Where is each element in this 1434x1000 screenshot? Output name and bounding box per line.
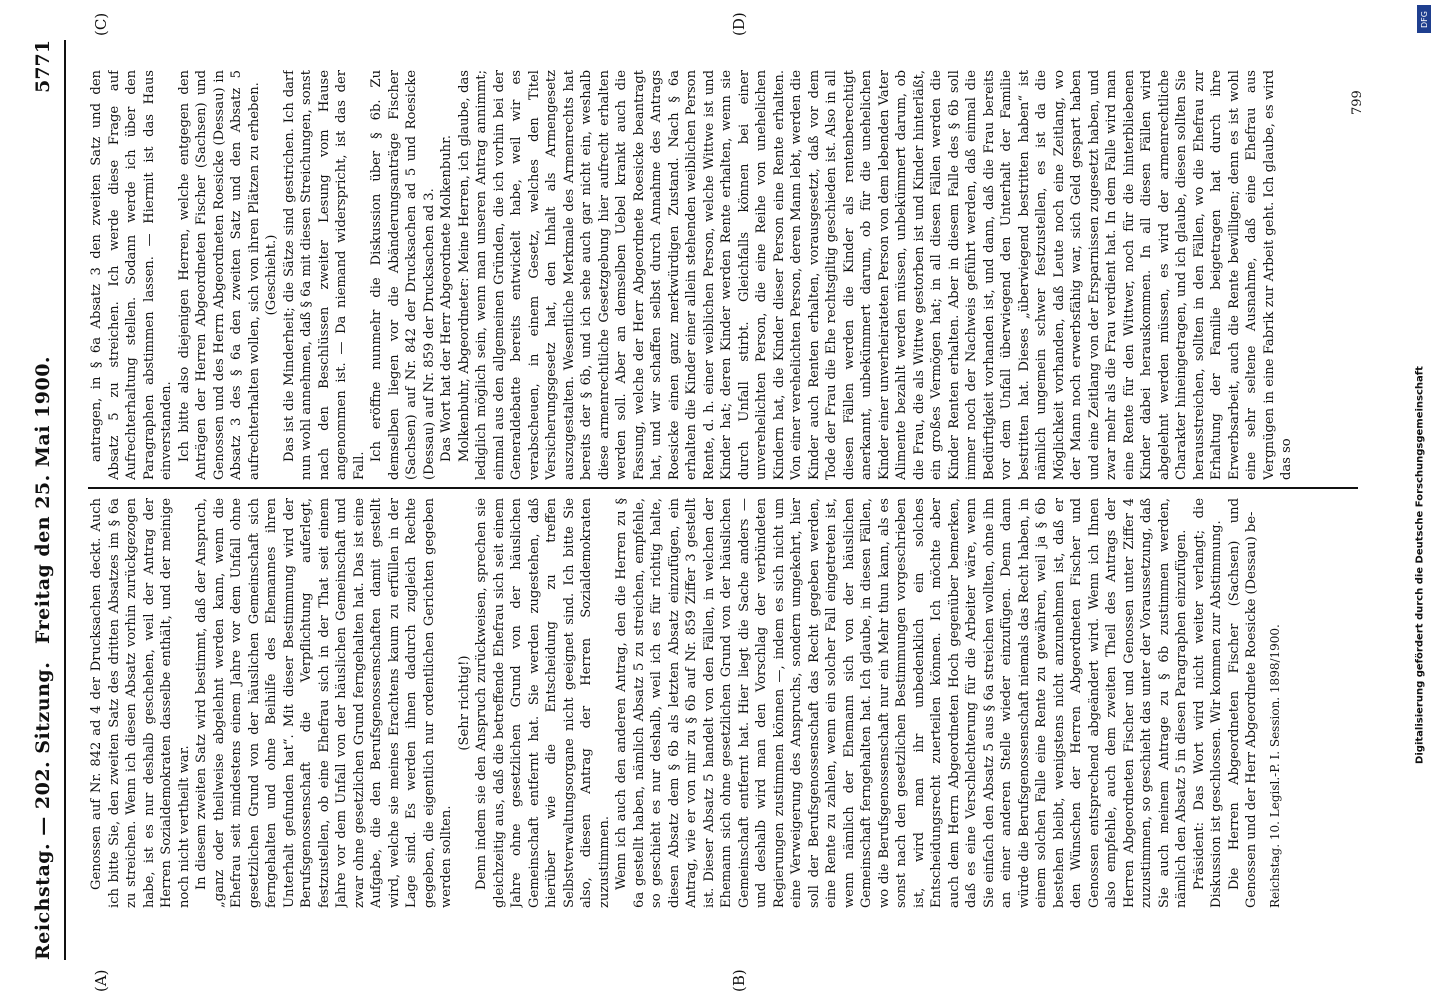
funding-notice: Digitalisierung gefördert durch die Deutsche Forschungsgemeinschaft <box>1414 366 1426 764</box>
margin-marker-a: (A) <box>92 969 110 992</box>
header-date: Freitag den 25. Mai 1900. <box>32 355 54 645</box>
header-session: Reichstag. — 202. Sitzung. <box>32 661 54 960</box>
paragraph: Genossen auf Nr. 842 ad 4 der Drucksachen deckt. Auch ich bitte Sie, den zweiten Satz des dritten Absatzes im § 6a zu streichen. Wenn ich diesen Absatz vorhin zurückgezogen habe, ist es nur deshalb geschehen, weil der Antrag der Herren Sozialdemokraten dasselbe enthält, und der meinige noch nicht vertheilt war. <box>89 498 192 908</box>
margin-marker-b: (B) <box>730 969 748 992</box>
right-column <box>88 70 1358 480</box>
paragraph: Das Wort hat der Herr Abgeordnete Molkenbuhr. <box>439 134 454 462</box>
dfg-logo-icon <box>1417 5 1431 33</box>
paragraph: Das ist die Minderheit; die Sätze sind gestrichen. Ich darf nun wohl annehmen, daß § 6a mit diesen Streichungen, sonst nach den Beschlüssen zweiter Lesung vom Hause angenommen ist. — Da niemand widerspricht, ist das der Fall. <box>281 70 367 480</box>
page-number: 5771 <box>32 40 54 93</box>
paragraph: Ich eröffne nunmehr die Diskussion über § 6b. Zu demselben liegen vor die Abänderungsanträge Fischer (Sachsen) auf Nr. 842 der Drucksachen ad 5 und Roesicke (Dessau) auf Nr. 859 der Drucksachen ad 3. <box>369 70 437 480</box>
page-header <box>22 40 66 960</box>
paragraph: antragen, in § 6a Absatz 3 den zweiten Satz und den Absatz 5 zu streichen. Ich werde diese Frage auf Aufrechterhaltung stellen. Sodann werde ich über den Paragraphen abstimmen lassen. — Hiermit ist das Haus einverstanden. <box>89 70 174 480</box>
folio-number: 799 <box>1350 90 1365 115</box>
funding-stamp <box>1406 0 1434 1000</box>
header-rule <box>64 40 66 960</box>
paragraph: Ich bitte also diejenigen Herren, welche entgegen den Anträgen der Herren Abgeordneten Fischer (Sachsen) und Genossen und des Herrn Abgeordneten Roesicke (Dessau) in Absatz 3 des § 6a den zweiten Satz und den Absatz 5 aufrechterhalten wollen, sich von ihren Plätzen zu erheben. <box>176 70 262 480</box>
left-column <box>88 498 1358 908</box>
paragraph: Präsident: Das Wort wird nicht weiter verlangt; die Diskussion ist geschlossen. Wir kommen zur Abstimmung. <box>1191 498 1224 908</box>
margin-marker-c: (C) <box>92 12 110 36</box>
paragraph: Denn indem sie den Anspruch zurückweisen, sprechen sie gleichzeitig aus, daß die betreffende Ehefrau sich seit einem Jahre ohne gesetzlichen Grund von der häuslichen Gemeinschaft entfernt hat. Sie werden zugestehen, daß hierüber wie die Entscheidung zu treffen Selbstverwaltungsorgane nicht geeignet sind. Ich bitte Sie also, diesen Antrag der Herren Sozialdemokraten zuzustimmen. <box>474 498 612 908</box>
paragraph: In diesem zweiten Satz wird bestimmt, daß der Anspruch, „ganz oder theilweise abgelehnt werden kann, wenn die Ehefrau seit mindestens einem Jahre vor dem Unfall ohne gesetzlichen Grund von der häuslichen Gemeinschaft sich ferngehalten und ohne Beihilfe des Ehemannes ihren Unterhalt gefunden hat“. Mit dieser Bestimmung wird der Berufsgenossenschaft die Verpflichtung auferlegt, festzustellen, ob eine Ehefrau sich in der That seit einem Jahre vor dem Unfall von der häuslichen Gemeinschaft und zwar ohne gesetzlichen Grund ferngehalten hat. Das ist eine Aufgabe, die den Berufsgenossenschaften damit gestellt wird, welche sie meines Erachtens kaum zu erfüllen in der Lage sind. Es werden ihnen dadurch zugleich Rechte gegeben, die eigentlich nur ordentlichen Gerichten gegeben werden sollten. <box>194 498 454 908</box>
dfg-logo-text: DFG <box>1419 10 1429 28</box>
paragraph: Molkenbuhr, Abgeordneter: Meine Herren, ich glaube, das lediglich möglich sein, wenn man unseren Antrag annimmt; einmal aus den allgemeinen Gründen, die ich vorhin bei der Generaldebatte bereits entwickelt habe, weil wir es verabscheuen, in einem Gesetz, welches den Titel Versicherungsgesetz hat, den Inhalt als Armengesetz auszugestalten. Wesentliche Merkmale des Armenrechts hat bereits der § 6b, und ich sehe auch gar nicht ein, weshalb diese armenrechtliche Gesetzgebung hier aufrecht erhalten werden soll. Aber an demselben Uebel krankt auch die Fassung, welche der Herr Abgeordnete Roesicke beantragt hat, und wir schaffen selbst durch Annahme des Antrags Roesicke einen ganz merkwürdigen Zustand. Nach § 6a erhalten die Kinder einer allein stehenden weiblichen Person Rente, d. h. einer weiblichen Person, welche Wittwe ist und Kinder hat; deren Kinder werden Rente erhalten, wenn sie durch Unfall stirbt. Gleichfalls können bei einer unverehelichten Person, die eine Reihe von unehelichen Kindern hat, die Kinder dieser Person eine Rente erhalten. Von einer verehelichten Person, deren Mann lebt, werden die Kinder auch Renten erhalten, vorausgesetzt, daß vor dem Tode der Frau die Ehe rechtsgiltig geschieden ist. Also in all diesen Fällen werden die Kinder als rentenberechtigt anerkannt, unbekümmert darum, ob für die unehelichen Kinder einer unverheirateten Person von dem lebenden Vater Alimente bezahlt werden müssen, unbekümmert darum, ob die Frau, die als Wittwe gestorben ist und Kinder hinterläßt, ein großes Vermögen hat; in all diesen Fällen werden die Kinder Renten erhalten. Aber in diesem Falle des § 6b soll immer noch der Nachweis geführt werden, daß einmal die Bedürftigkeit vorhanden ist, und dann, daß die Frau bereits vor dem Unfall überwiegend den Unterhalt der Familie bestritten hat. Dieses „überwiegend bestritten haben“ ist nämlich ungemein schwer festzustellen, es ist da die Möglichkeit vorhanden, daß Leute noch eine Zeitlang, wo der Mann noch erwerbsfähig war, sich Geld gespart haben und eine Zeitlang von der Ersparnissen zugesetzt haben, und zwar mehr als die Frau verdient hat. In dem Falle wird man eine Rente für den Wittwer, noch für die hinterbliebenen Kinder dabei herauskommen. In all diesen Fällen wird abgelehnt werden müssen, es wird der armenrechtliche Charakter hineingetragen, und ich glaube, diesen sollten Sie herausstreichen, sollten in den Fällen, wo die Ehefrau zur Erhaltung der Familie beigetragen hat durch ihre Erwerbsarbeit, auch die Rente bewilligen; denn es ist wohl eine sehr seltene Ausnahme, daß eine Ehefrau aus Vergnügen in eine Fabrik zur Arbeit geht. Ich glaube, es wird das so <box>456 70 1294 480</box>
interjection: (Geschieht.) <box>264 234 279 316</box>
paragraph: Wenn ich auch den anderen Antrag, den die Herren zu § 6a gestellt haben, nämlich Absatz 5 zu streichen, empfehle, so geschieht es nur deshalb, weil ich es für richtig halte, diesen Absatz dem § 6b als letzten Absatz einzufügen, ein Antrag, wie er von mir zu § 6b auf Nr. 859 Ziffer 3 gestellt ist. Dieser Absatz 5 handelt von den Fällen, in welchen der Ehemann sich ohne gesetzlichen Grund von der häuslichen Gemeinschaft entfernt hat. Hier liegt die Sache anders — und deshalb wird man den Vorschlag der verbündeten Regierungen zustimmen können —, indem es sich nicht um eine Verweigerung des Anspruchs, sondern umgekehrt, hier soll der Berufsgenossenschaft das Recht gegeben werden, eine Rente zu zahlen, wenn ein solcher Fall eingetreten ist, wenn nämlich der Ehemann sich von der häuslichen Gemeinschaft ferngehalten hat. Ich glaube, in diesen Fällen, wo die Berufsgenossenschaft nur ein Mehr thun kann, als es sonst nach den gesetzlichen Bestimmungen vorgeschrieben ist, wird man ihr unbedenklich ein solches Entscheidungsrecht zuerteilen können. Ich möchte aber auch dem Herrn Abgeordneten Hoch gegenüber bemerken, daß es eine Verschlechterung für die Arbeiter wäre, wenn Sie einfach den Absatz 5 aus § 6a streichen wollten, ohne ihn an einer anderen Stelle wieder einzufügen. Denn dann würde die Berufsgenossenschaft niemals das Recht haben, in einem solchen Falle eine Rente zu gewähren, weil ja § 6b bestehen bleibt, wenigstens nicht anzunehmen ist, daß er den Wünschen der Herren Abgeordneten Fischer und Genossen entsprechend abgeändert wird. Wenn ich Ihnen also empfehle, auch dem zweiten Theil des Antrags der Herren Abgeordneten Fischer und Genossen unter Ziffer 4 zuzustimmen, so geschieht das unter der Voraussetzung, daß Sie auch meinem Antrage zu § 6b zustimmen werden, nämlich den Absatz 5 in diesen Paragraphen einzufügen. <box>614 498 1189 908</box>
print-signature: Reichstag. 10. Legisl.-P. I. Session. 1898/1900. <box>1267 624 1282 908</box>
interjection: (Sehr richtig!) <box>456 655 472 751</box>
paragraph: Die Herren Abgeordneten Fischer (Sachsen) und Genossen und der Herr Abgeordnete Roesicke (Dessau) be- <box>1226 498 1259 908</box>
margin-marker-d: (D) <box>730 12 748 36</box>
column-divider <box>88 487 1358 489</box>
